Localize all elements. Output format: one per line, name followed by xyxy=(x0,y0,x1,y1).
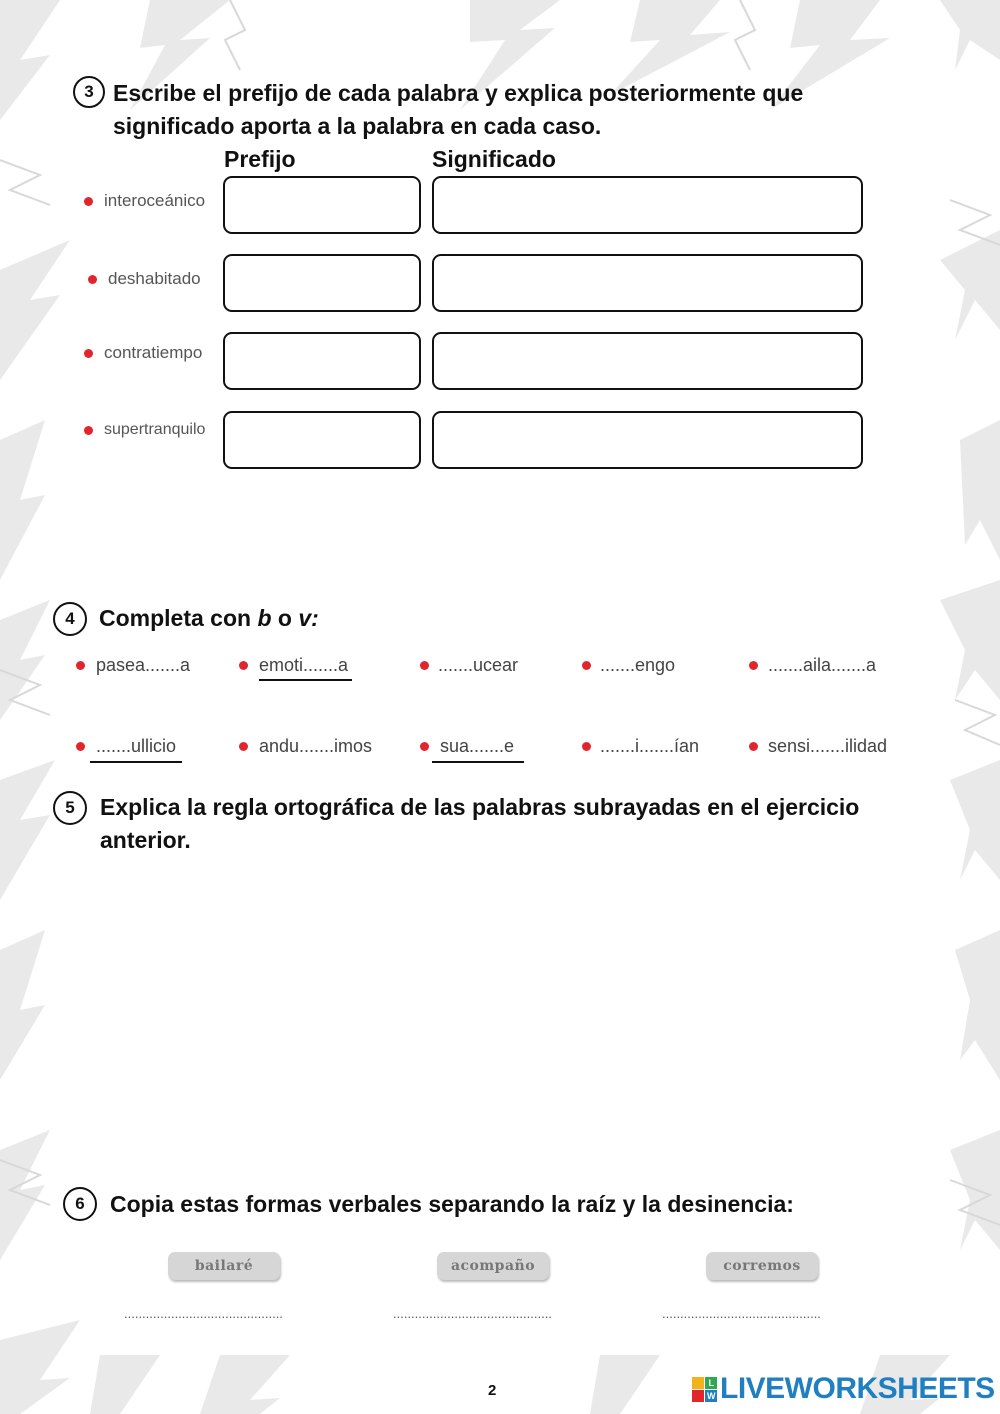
verb-acompano: acompaño xyxy=(437,1252,549,1280)
bullet-icon xyxy=(582,742,591,751)
answer-line-3[interactable]: ............................................ xyxy=(662,1306,821,1321)
word-interoceanico: interoceánico xyxy=(104,191,206,210)
logo-text: LIVEWORKSHEETS xyxy=(720,1372,995,1405)
bullet-icon xyxy=(84,426,93,435)
fill-word-bullicio[interactable]: .......ullicio xyxy=(96,736,177,756)
bullet-icon xyxy=(84,349,93,358)
fill-word-bucear[interactable]: .......ucear xyxy=(438,655,519,675)
underline xyxy=(259,679,352,681)
meaning-input-1[interactable] xyxy=(432,176,863,234)
exercise-3-title xyxy=(113,77,913,143)
prefix-column-header: Prefijo xyxy=(224,146,296,172)
prefix-input-4[interactable] xyxy=(223,411,421,469)
exercise-3-title-line1: Escribe el prefijo de cada palabra y explica posteriormente que xyxy=(113,80,804,106)
fill-word-bailaba[interactable]: .......aila.......a xyxy=(768,655,877,675)
bullet-icon xyxy=(749,742,758,751)
exercise-3-title-line2: significado aporta a la palabra en cada caso. xyxy=(113,113,602,139)
meaning-input-3[interactable] xyxy=(432,332,863,390)
prefix-input-2[interactable] xyxy=(223,254,421,312)
logo-mark-letter-l: L xyxy=(705,1377,717,1389)
verb-bailare: bailaré xyxy=(168,1252,280,1280)
page-number: 2 xyxy=(488,1382,497,1399)
fill-word-suave[interactable]: sua.......e xyxy=(440,736,515,756)
exercise-4-title xyxy=(99,602,319,635)
bullet-icon xyxy=(84,197,93,206)
exercise-5-title-line1: Explica la regla ortográfica de las palabras subrayadas en el ejercicio xyxy=(100,794,860,820)
meaning-column-header: Significado xyxy=(432,146,556,172)
meaning-input-4[interactable] xyxy=(432,411,863,469)
bullet-icon xyxy=(76,742,85,751)
fill-word-vivian[interactable]: .......i.......ían xyxy=(600,736,700,756)
liveworksheets-logo xyxy=(692,1372,995,1406)
bullet-icon xyxy=(239,661,248,670)
exercise-number-text: 6 xyxy=(75,1194,85,1213)
underline xyxy=(90,761,182,763)
bullet-icon xyxy=(239,742,248,751)
exercise-4-title-text: Completa con xyxy=(99,605,258,631)
bullet-icon xyxy=(420,742,429,751)
bullet-icon xyxy=(76,661,85,670)
bullet-icon xyxy=(582,661,591,670)
exercise-4-title-b: b xyxy=(257,605,272,631)
fill-word-sensibilidad[interactable]: sensi.......ilidad xyxy=(768,736,888,756)
exercise-number-3 xyxy=(73,76,105,108)
answer-line-1[interactable]: ............................................ xyxy=(124,1306,283,1321)
logo-mark-icon xyxy=(692,1377,717,1402)
bullet-icon xyxy=(420,661,429,670)
exercise-4-title-o: o xyxy=(271,605,299,631)
word-supertranquilo: supertranquilo xyxy=(104,421,206,438)
logo-mark-letter-w: W xyxy=(707,1390,715,1401)
word-deshabitado: deshabitado xyxy=(108,269,201,288)
fill-word-anduvimos[interactable]: andu.......imos xyxy=(259,736,373,756)
prefix-input-1[interactable] xyxy=(223,176,421,234)
exercise-5-title-line2: anterior. xyxy=(100,827,191,853)
bullet-icon xyxy=(88,275,97,284)
exercise-number-text: 3 xyxy=(84,82,94,101)
exercise-5-title xyxy=(100,791,980,857)
fill-word-pasea[interactable]: pasea.......a xyxy=(96,655,191,675)
meaning-input-2[interactable] xyxy=(432,254,863,312)
exercise-number-4 xyxy=(53,602,87,636)
exercise-5-answer-area[interactable] xyxy=(100,870,900,1150)
exercise-number-5 xyxy=(53,791,87,825)
exercise-number-6 xyxy=(63,1187,97,1221)
exercise-number-text: 4 xyxy=(65,609,75,628)
answer-line-2[interactable]: ............................................ xyxy=(393,1306,552,1321)
fill-word-emotiva[interactable]: emoti.......a xyxy=(259,655,349,675)
exercise-6-title: Copia estas formas verbales separando la raíz y la desinencia: xyxy=(110,1191,794,1217)
fill-word-vengo[interactable]: .......engo xyxy=(600,655,676,675)
exercise-number-text: 5 xyxy=(65,798,75,817)
verb-corremos: corremos xyxy=(706,1252,818,1280)
bullet-icon xyxy=(749,661,758,670)
underline xyxy=(432,761,524,763)
word-contratiempo: contratiempo xyxy=(104,343,203,362)
exercise-4-title-v: v: xyxy=(298,605,319,631)
prefix-input-3[interactable] xyxy=(223,332,421,390)
